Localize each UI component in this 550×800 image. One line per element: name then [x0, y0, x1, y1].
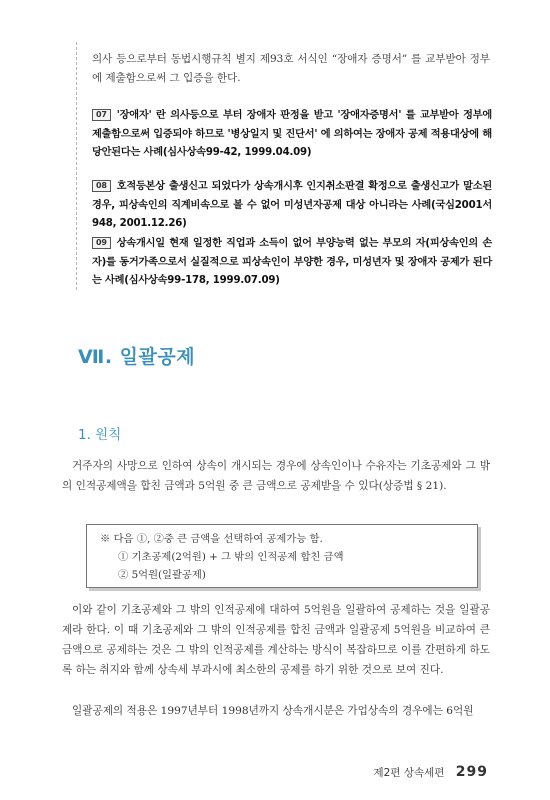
- intro-text: 의사 등으로부터 동법시행규칙 별지 제93호 서식인 “장애자 증명서” 를 교부받아 정부에 제출함으로써 그 입증을 한다.: [92, 53, 490, 84]
- case-08: [92, 178, 492, 234]
- footer-part: 제2편: [373, 767, 401, 779]
- footer-chapter: 상속세편: [403, 767, 445, 779]
- section-title: Ⅶ. 일괄공제: [78, 346, 196, 368]
- paragraph-application: 일괄공제의 적용은 1997년부터 1998년까지 상속개시분은 가업상속의 경우에는 6억원: [72, 705, 474, 717]
- case-number-badge: 09: [92, 237, 111, 249]
- case-text: 상속개시일 현재 일정한 직업과 소득이 없어 부양능력 없는 부모의 자(피상속인의 손자)를 동거가족으로서 실질적으로 피상속인이 부양한 경우, 미성년자 및 장애자 공제가 된다는 사례(심사상속99-178, 1999.07.09): [92, 238, 492, 286]
- paragraph-explanation: 이와 같이 기초공제와 그 밖의 인적공제에 대하여 5억원을 일괄하여 공제하는 것을 일괄공제라 한다. 이 때 기초공제와 그 밖의 인적공제를 합친 금액과 일괄공제 5억원을 비교하여 큰 금액으로 공제하는 것은 그 밖의 인적공제를 계산하는 방식이 복잡하므로 이를 간편하게 하도록 하는 취지와 함께 상속세 부과시에 최소한의 공제를 하기 위한 것으로 보여 진다.: [62, 604, 490, 676]
- case-number-badge: 08: [92, 180, 111, 192]
- case-07: [92, 107, 492, 163]
- page-footer: [374, 764, 488, 780]
- note-line-3: ② 5억원(일괄공제): [118, 569, 206, 581]
- note-line-2: ① 기초공제(2억원) + 그 밖의 인적공제 합친 금액: [118, 551, 344, 563]
- case-number-badge: 07: [92, 109, 111, 121]
- paragraph-principle: 거주자의 사망으로 인하여 상속이 개시되는 경우에 상속인이나 수유자는 기초공제와 그 밖의 인적공제액을 합친 금액과 5억원 중 큰 금액으로 공제받을 수 있다(상증법 § 21).: [62, 460, 490, 492]
- case-text: 호적등본상 출생신고 되었다가 상속개시후 인지취소판결 확정으로 출생신고가 말소된 경우, 피상속인의 직계비속으로 볼 수 없어 미성년자공제 대상 아니라는 사례(국심2001서948, 2001.12.26): [92, 181, 492, 229]
- page-number: 299: [455, 764, 488, 780]
- note-line-1: ※ 다음 ①, ②중 큰 금액을 선택하여 공제가능 함.: [100, 533, 323, 545]
- case-text: '장애자' 란 의사등으로 부터 장애자 판정을 받고 '장애자증명서' 를 교부받아 정부에 제출함으로써 입증되야 하므로 '병상일지 및 진단서' 에 의하여는 장애자 공제 적용대상에 해당안된다는 사례(심사상속99-42, 1999.04.09): [92, 110, 492, 158]
- subsection-title: 1. 원칙: [78, 427, 122, 443]
- case-09: [92, 235, 492, 291]
